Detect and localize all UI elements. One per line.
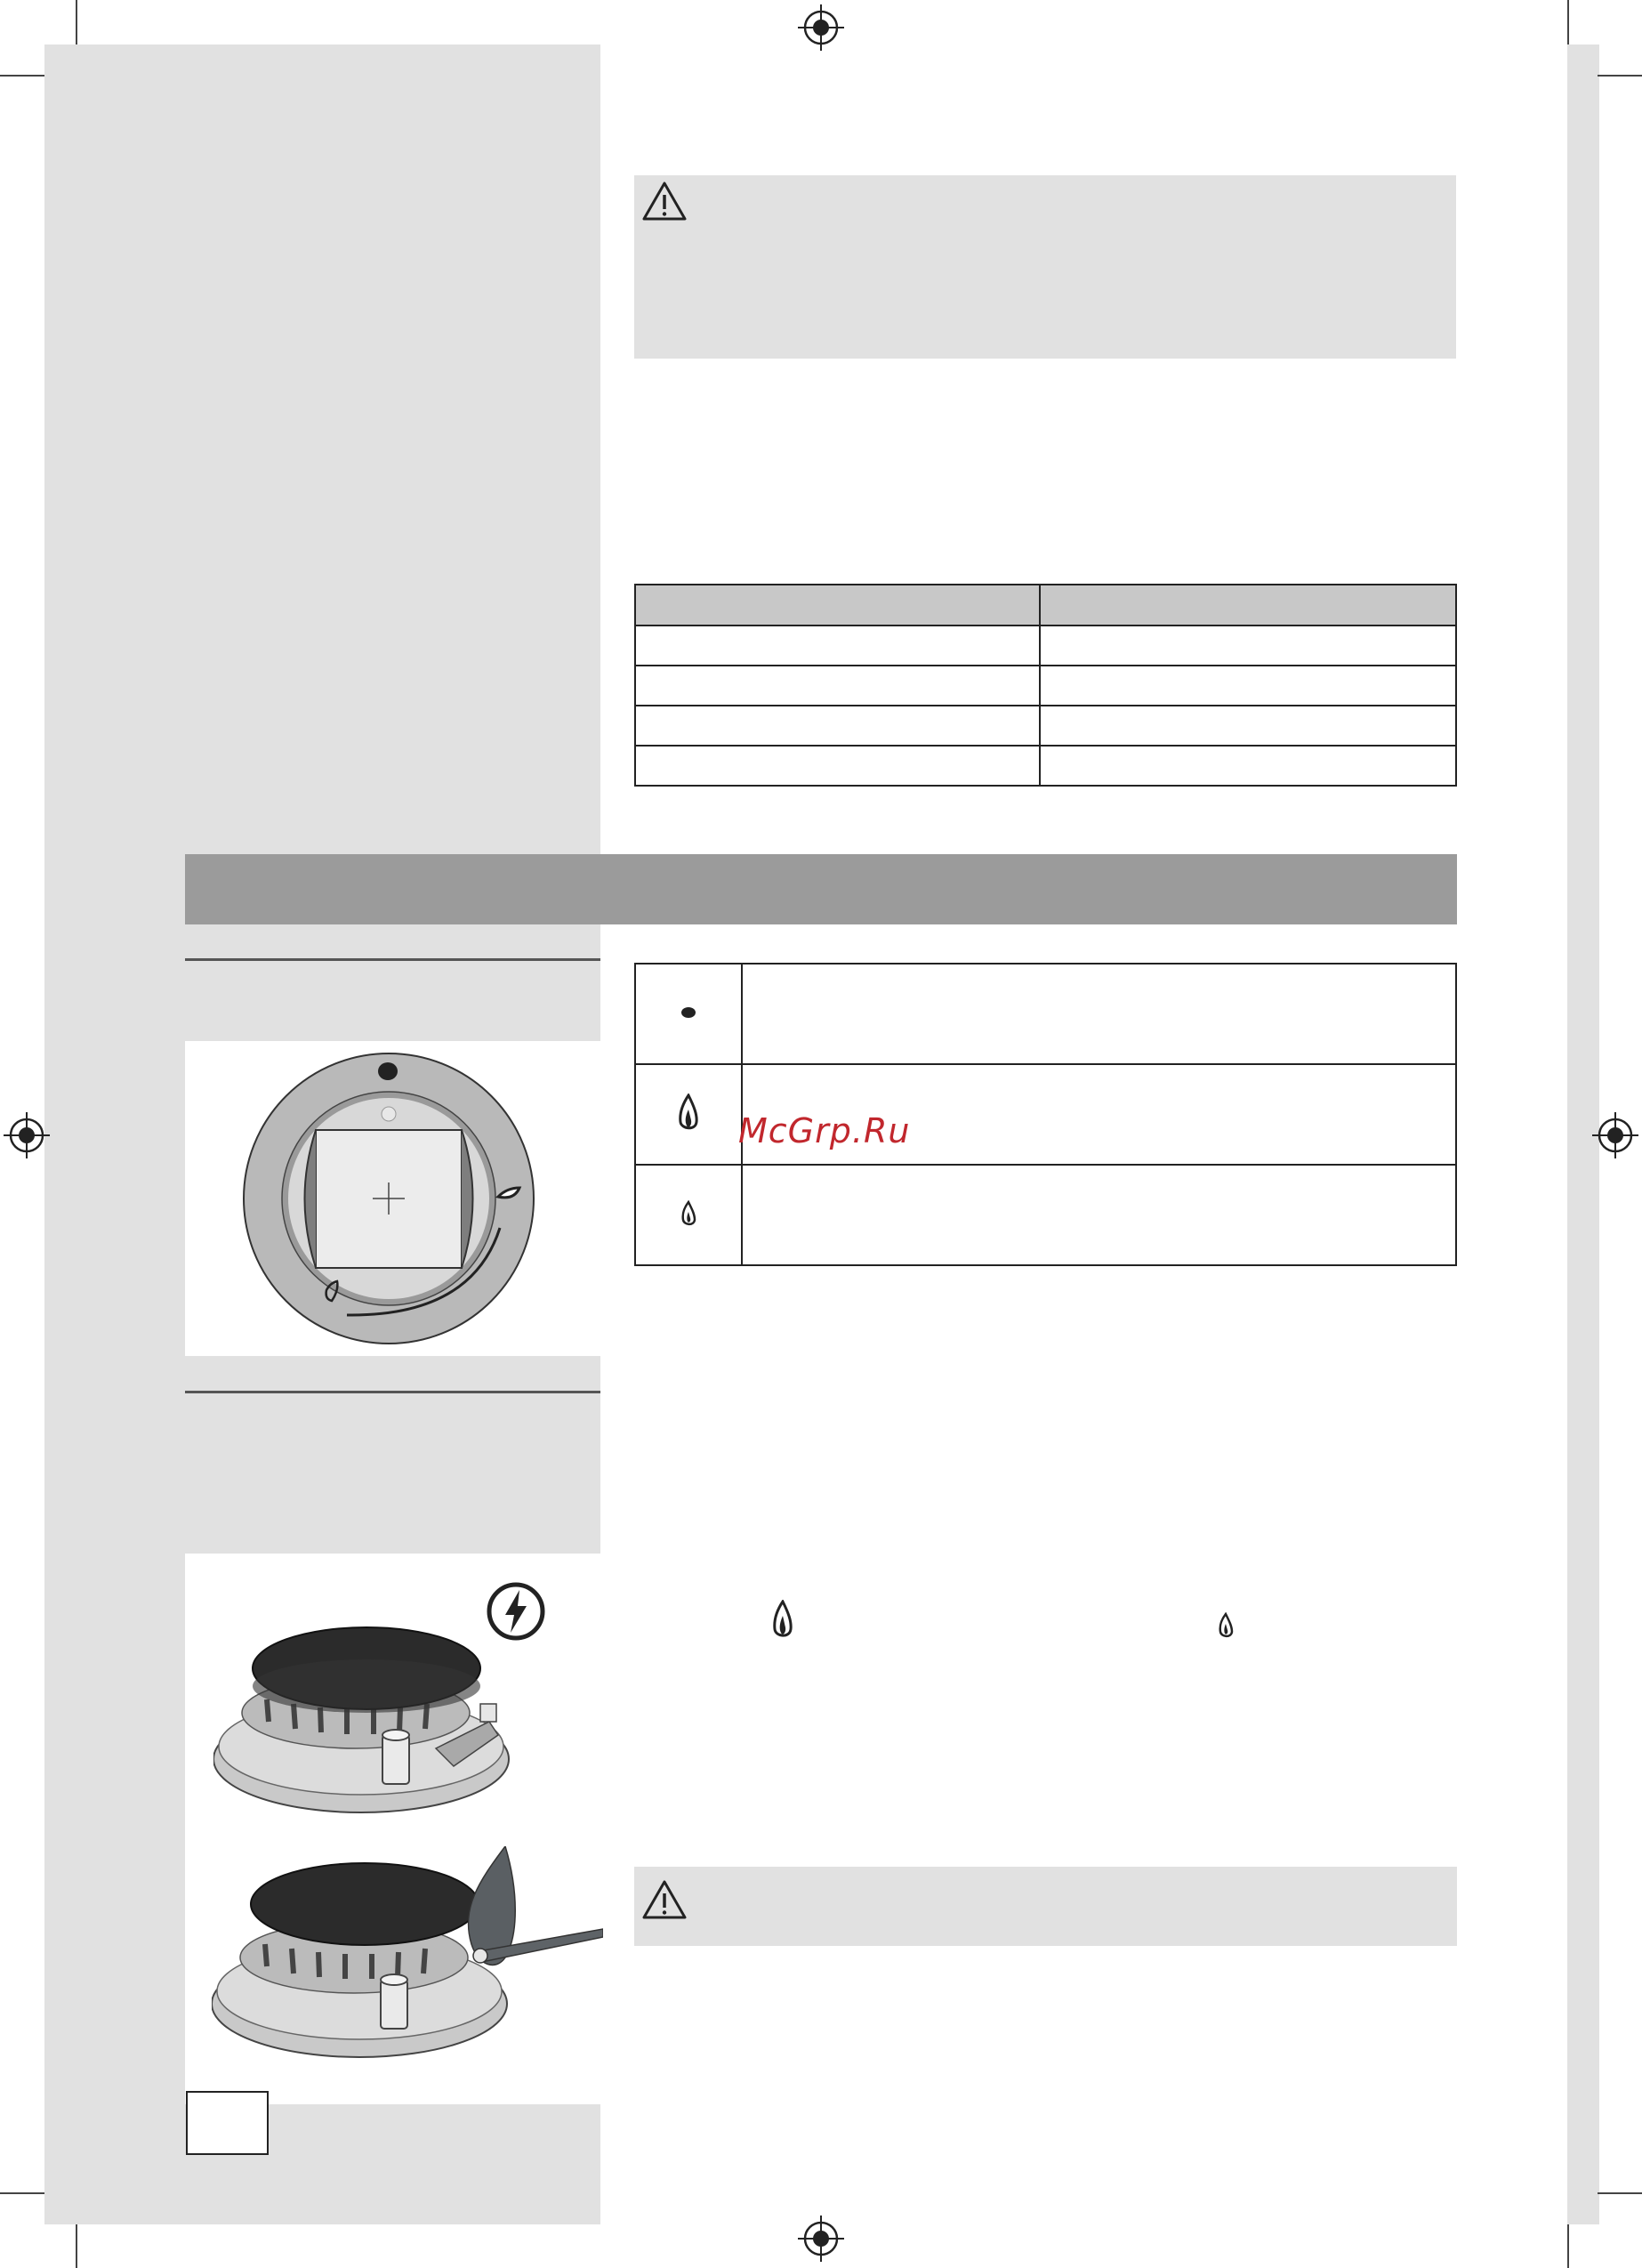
- off-dot-icon: [680, 1005, 697, 1020]
- sidebar-rule: [185, 958, 600, 961]
- warning-box-top: [634, 175, 1456, 359]
- table-cell: [1040, 666, 1456, 706]
- symbol-cell: [635, 1165, 742, 1265]
- warning-box-bottom: [634, 1867, 1457, 1946]
- table-header-cell: [635, 585, 1040, 626]
- registration-mark-top: [798, 4, 844, 51]
- sidebar-rule: [185, 1391, 600, 1393]
- page-number-box: [186, 2091, 269, 2155]
- small-flame-icon: [680, 1200, 696, 1227]
- section-title-bar: [185, 854, 1457, 924]
- symbol-cell: [635, 964, 742, 1064]
- table-cell: [1040, 706, 1456, 746]
- control-knob-illustration: [240, 1050, 543, 1348]
- table-header-row: [635, 585, 1456, 626]
- description-cell: [742, 964, 1456, 1064]
- table-cell: [1040, 626, 1456, 666]
- gas-table: [634, 584, 1457, 787]
- table-cell: [635, 706, 1040, 746]
- table-row: [635, 746, 1456, 786]
- table-cell: [635, 666, 1040, 706]
- symbol-cell: [635, 1064, 742, 1165]
- off-dot-icon: [378, 1062, 398, 1080]
- table-cell: [635, 746, 1040, 786]
- table-row: [635, 666, 1456, 706]
- sidebar-gap-panel: [185, 1356, 600, 1554]
- table-cell: [635, 626, 1040, 666]
- table-row: [635, 706, 1456, 746]
- burner-illustration-manual-ignition: [212, 1846, 603, 2069]
- watermark-text: McGrp.Ru: [738, 1111, 911, 1150]
- large-flame-icon: [678, 1094, 699, 1133]
- large-flame-icon: [772, 1600, 793, 1641]
- table-cell: [1040, 746, 1456, 786]
- table-row: [635, 964, 1456, 1064]
- registration-mark-right: [1592, 1112, 1638, 1158]
- table-header-cell: [1040, 585, 1456, 626]
- burner-illustration-automatic: [213, 1615, 516, 1824]
- small-flame-icon: [1218, 1612, 1234, 1639]
- table-row: [635, 626, 1456, 666]
- warning-triangle-icon: [641, 181, 688, 222]
- registration-mark-bottom: [798, 2216, 844, 2262]
- warning-triangle-icon: [641, 1879, 688, 1920]
- table-row: [635, 1165, 1456, 1265]
- registration-mark-left: [4, 1112, 50, 1158]
- description-cell: [742, 1165, 1456, 1265]
